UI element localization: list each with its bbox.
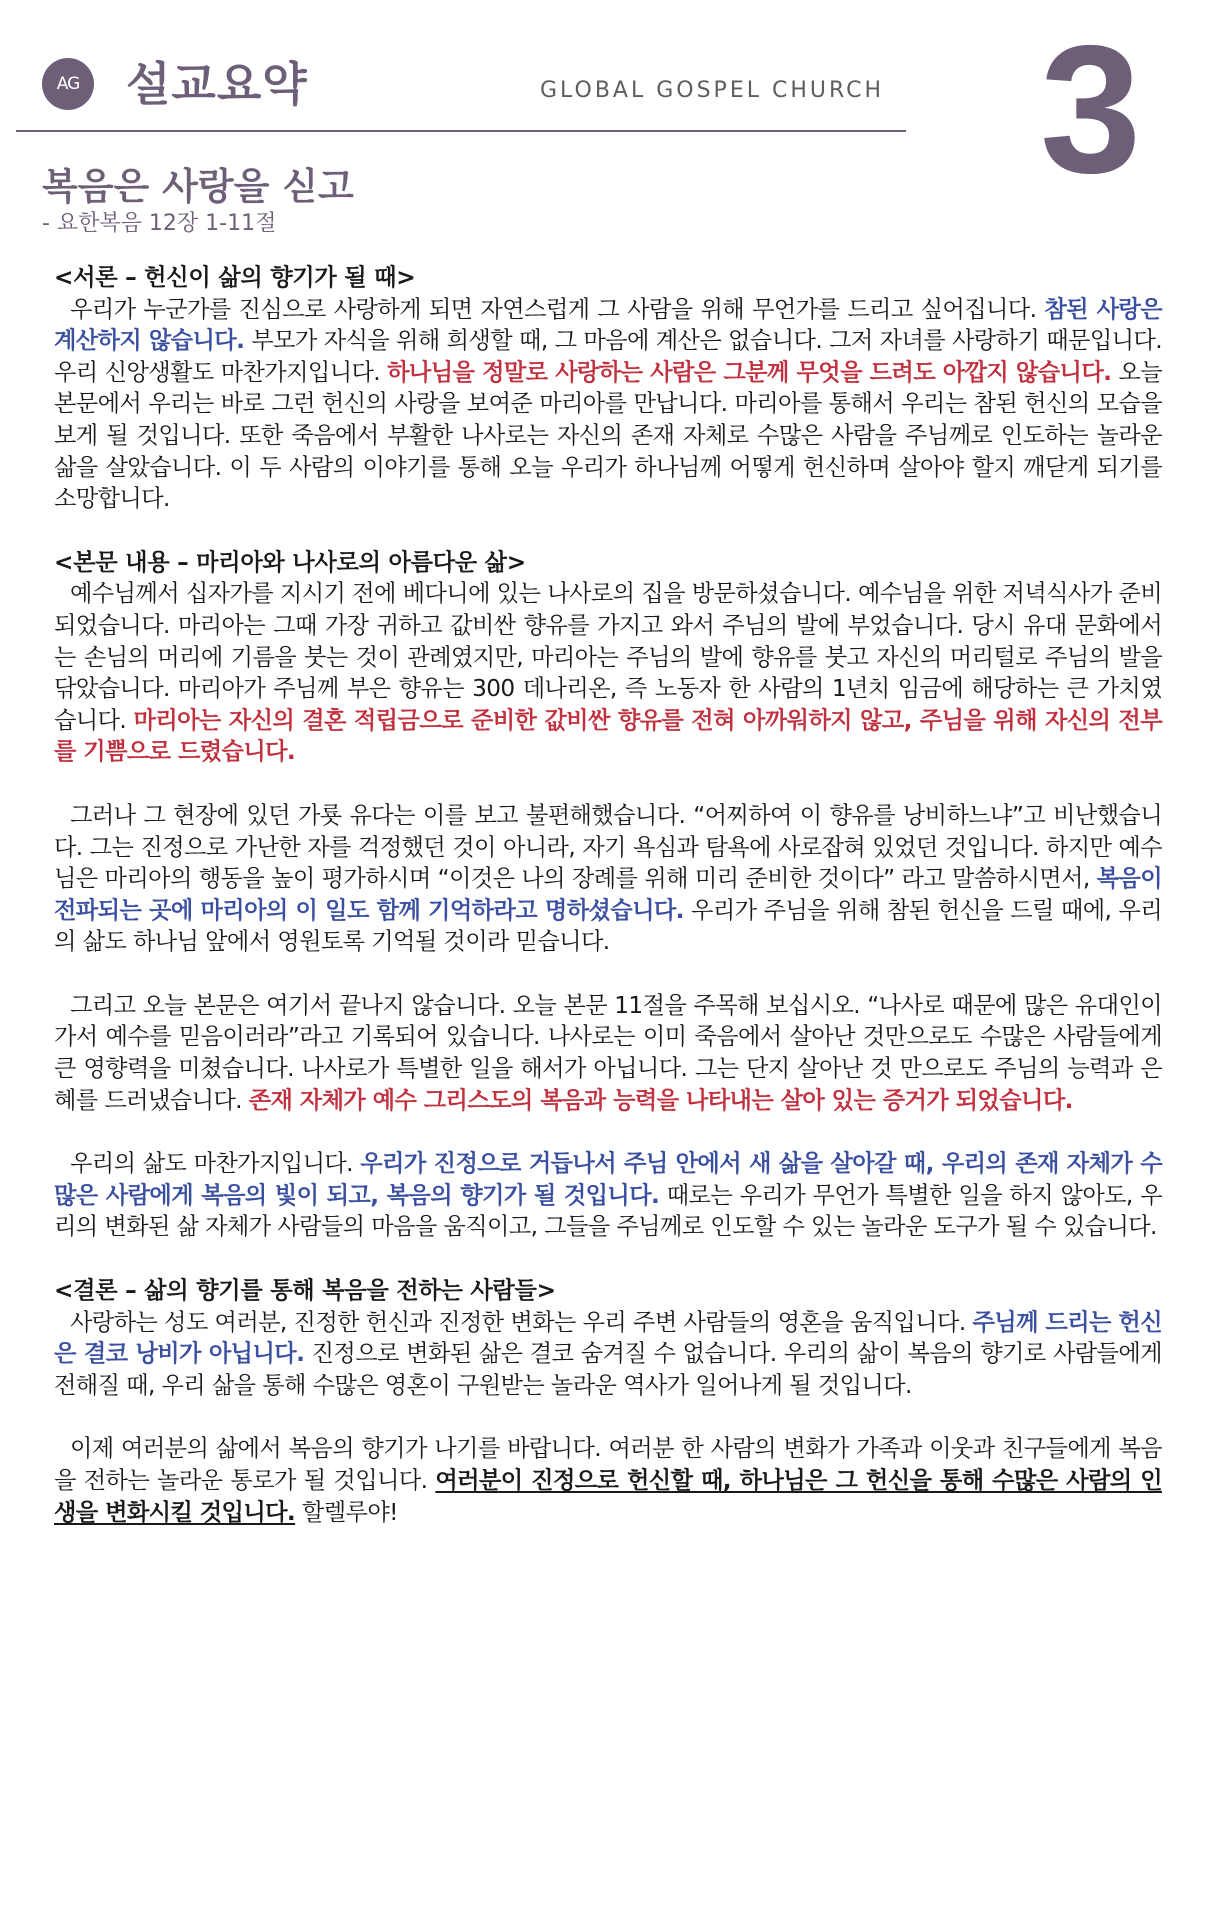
spacer <box>54 1243 1162 1275</box>
conclusion-paragraph-2 <box>54 1433 1162 1528</box>
intro-paragraph <box>54 294 1162 515</box>
church-name: GLOBAL GOSPEL CHURCH <box>540 78 885 103</box>
text-run: 사랑하는 성도 여러분, 진정한 헌신과 진정한 변화는 우리 주변 사람들의 영혼을 움직입니다. <box>70 1308 973 1336</box>
text-run: 이제 여러분의 삶에서 복음의 향기가 나기를 바랍니다. 여러분 한 사람의 변화가 가족과 이웃과 친구들에게 복음을 전하는 놀라운 통로가 될 것입니다. <box>54 1435 1162 1494</box>
issue-number: 3 <box>1040 7 1142 211</box>
highlight-blue: 복음이 전파되는 곳에 마리아의 이 일도 함께 기억하라고 명하셨습니다. <box>54 865 1162 924</box>
text-run: 부모가 자식을 위해 희생할 때, 그 마음에 계산은 없습니다. 그저 자녀를 사랑하기 때문입니다. 우리 신앙생활도 마찬가지입니다. <box>54 327 1162 386</box>
sermon-body <box>54 262 1162 1528</box>
header-divider <box>16 130 906 132</box>
page-header <box>0 0 1221 240</box>
text-run: 진정으로 변화된 삶은 결코 숨겨질 수 없습니다. 우리의 삶이 복음의 향기로 사람들에게 전해질 때, 우리 삶을 통해 수많은 영혼이 구원받는 놀라운 역사가 일어나게 될 것입니다. <box>54 1340 1162 1399</box>
church-logo: AG <box>42 58 94 110</box>
body-paragraph-3 <box>54 990 1162 1116</box>
text-run: 우리가 주님을 위해 참된 헌신을 드릴 때에, 우리의 삶도 하나님 앞에서 영원토록 기억될 것이라 믿습니다. <box>54 896 1162 956</box>
text-run: 할렐루야! <box>295 1498 398 1526</box>
text-run: 우리가 누군가를 진심으로 사랑하게 되면 자연스럽게 그 사람을 위해 무언가를 드리고 싶어집니다. <box>70 295 1045 323</box>
spacer <box>54 1401 1162 1433</box>
spacer <box>54 958 1162 990</box>
spacer <box>54 1116 1162 1148</box>
conclusion-heading: <결론 – 삶의 향기를 통해 복음을 전하는 사람들> <box>54 1277 556 1305</box>
text-run: 오늘 본문에서 우리는 바로 그런 헌신의 사랑을 보여준 마리아를 만납니다. 마리아를 통해서 우리는 참된 헌신의 모습을 보게 될 것입니다. 또한 죽음에서 부활한 나사로는 자신의 존재 자체로 수많은 사람을 주님께로 인도하는 놀라운 삶을 살았습니다. 이 두 사람의 이야기를 통해 오늘 우리가 하나님께 어떻게 헌신하며 살아야 할지 깨닫게 되기를 소망합니다. <box>54 358 1162 513</box>
highlight-blue: 참된 사랑은 계산하지 않습니다. <box>54 295 1163 355</box>
text-run: 예수님께서 십자가를 지시기 전에 베다니에 있는 나사로의 집을 방문하셨습니다. 예수님을 위한 저녁식사가 준비되었습니다. 마리아는 그때 가장 귀하고 값비싼 향유를 가지고 와서 주님의 발에 부었습니다. 당시 유대 문화에서는 손님의 머리에 기름을 붓는 것이 관례였지만, 마리아는 주님의 발에 향유를 붓고 자신의 머리털로 주님의 발을 닦았습니다. 마리아가 주님께 부은 향유는 300 데나리온, 즉 노동자 한 사람의 1년치 임금에 해당하는 큰 가치였습니다. <box>54 580 1162 734</box>
text-run: 때로는 우리가 무언가 특별한 일을 하지 않아도, 우리의 변화된 삶 자체가 사람들의 마음을 움직이고, 그들을 주님께로 인도할 수 있는 놀라운 도구가 될 수 있습니다. <box>54 1181 1163 1241</box>
body-paragraph-1 <box>54 578 1162 768</box>
highlight-red: 마리아는 자신의 결혼 적립금으로 준비한 값비싼 향유를 전혀 아까워하지 않고, 주님을 위해 자신의 전부를 기쁨으로 드렸습니다. <box>54 706 1162 766</box>
sermon-title: 복음은 사랑을 싣고 <box>42 165 354 208</box>
sermon-reference: - 요한복음 12장 1-11절 <box>42 211 277 236</box>
highlight-red: 존재 자체가 예수 그리스도의 복음과 능력을 나타내는 살아 있는 증거가 되었습니다. <box>248 1086 1073 1114</box>
text-run: 그러나 그 현장에 있던 가룟 유다는 이를 보고 불편해했습니다. “어찌하여 이 향유를 낭비하느냐”고 비난했습니다. 그는 진정으로 가난한 자를 걱정했던 것이 아니라, 자기 욕심과 탐욕에 사로잡혀 있었던 것입니다. 하지만 예수님은 마리아의 행동을 높이 평가하시며 “이것은 나의 장례를 위해 미리 준비한 것이다” 라고 말씀하시면서, <box>54 801 1163 893</box>
body-paragraph-2 <box>54 800 1162 958</box>
intro-heading: <서론 – 헌신이 삶의 향기가 될 때> <box>54 264 416 291</box>
body-heading: <본문 내용 – 마리아와 나사로의 아름다운 삶> <box>54 548 526 576</box>
text-run: 그리고 오늘 본문은 여기서 끝나지 않습니다. 오늘 본문 11절을 주목해 보십시오. “나사로 때문에 많은 유대인이 가서 예수를 믿음이러라”라고 기록되어 있습니다. 나사로는 이미 죽음에서 살아난 것만으로도 수많은 사람들에게 큰 영향력을 미쳤습니다. 나사로가 특별한 일을 해서가 아닙니다. 그는 단지 살아난 것 만으로도 주님의 능력과 은혜를 드러냈습니다. <box>54 991 1162 1114</box>
highlight-red: 하나님을 정말로 사랑하는 사람은 그분께 무엇을 드려도 아깝지 않습니다. <box>387 358 1112 386</box>
text-run: 우리의 삶도 마찬가지입니다. <box>70 1150 361 1178</box>
spacer <box>54 515 1162 547</box>
body-paragraph-4 <box>54 1148 1162 1243</box>
spacer <box>54 768 1162 800</box>
conclusion-paragraph-1 <box>54 1307 1162 1402</box>
highlight-blue: 주님께 드리는 헌신은 결코 낭비가 아닙니다. <box>54 1308 1162 1368</box>
highlight-underline: 여러분이 진정으로 헌신할 때, 하나님은 그 헌신을 통해 수많은 사람의 인생을 변화시킬 것입니다. <box>54 1467 1162 1526</box>
page-title: 설교요약 <box>126 57 308 111</box>
highlight-blue: 우리가 진정으로 거듭나서 주님 안에서 새 삶을 살아갈 때, 우리의 존재 자체가 수많은 사람에게 복음의 빛이 되고, 복음의 향기가 될 것입니다. <box>54 1150 1162 1209</box>
